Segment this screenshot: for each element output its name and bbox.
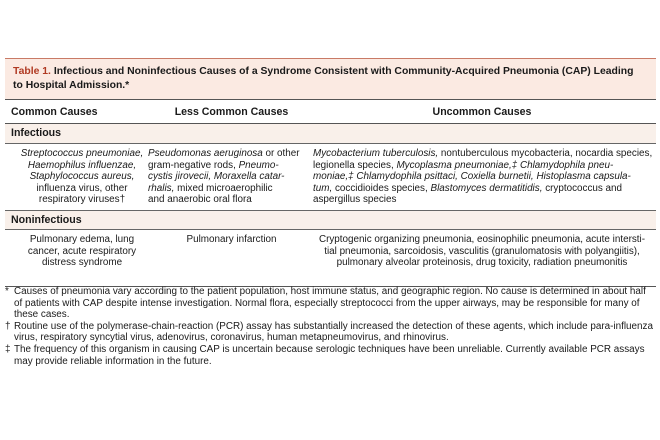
table-title: Infectious and Noninfectious Causes of a Syndrome Consistent with Community-Acquired Pneumonia (CAP) Leading to Hospital Admission.*: [13, 66, 634, 91]
footnote: [5, 286, 656, 321]
italic-text: Blastomyces dermatitidis,: [430, 182, 543, 194]
section-infectious-rule: [5, 143, 656, 144]
text: legionella species,: [313, 159, 394, 171]
section-noninfectious-title: Noninfectious: [5, 211, 656, 229]
header-less-common-causes: Less Common Causes: [174, 106, 289, 118]
text: cryptococcus and: [545, 182, 623, 194]
italic-text: Mycobacterium tuberculosis,: [313, 148, 439, 159]
italic-text: Pneumo-: [238, 159, 279, 171]
italic-text: Mycoplasma pneumoniae,‡: [396, 159, 518, 171]
footnote-text: Causes of pneumonia vary according to the patient population, host immune status, and geographic region. No cause is determined in about half of patients with CAP despite intense investigation. Normal flora, especially streptococci from the upper airways, may be responsible for many of these cases.: [14, 286, 646, 321]
footnote: [5, 321, 656, 344]
header-common-causes: Common Causes: [11, 106, 98, 118]
text: distress syndrome: [41, 257, 123, 269]
text: Cryptogenic organizing pneumonia, eosinophilic pneumonia, acute intersti-: [318, 234, 646, 245]
section-infectious-title: Infectious: [5, 124, 656, 143]
italic-text: Chlamydophila psittaci,: [356, 171, 458, 183]
footnote-marker: *: [5, 286, 9, 297]
noninfectious-less-common-cell: [155, 234, 308, 246]
footnote: [5, 344, 656, 367]
infectious-less-common-cell: [148, 148, 311, 206]
text: aspergillus species: [313, 194, 397, 206]
table: [5, 58, 656, 287]
infectious-common-line: Streptococcus pneumoniae,: [20, 148, 144, 159]
text: Pulmonary edema, lung: [29, 234, 135, 245]
italic-text: tum,: [313, 182, 333, 194]
footnote-marker: ‡: [5, 343, 11, 355]
text: nontuberculous mycobacteria, nocardia species,: [440, 148, 653, 159]
noninfectious-common-cell: [11, 234, 153, 269]
footnote-text: The frequency of this organism in causing CAP is uncertain because serologic techniques have been unreliable. Currently available PCR assays may provide reliable information in the future.: [14, 343, 645, 367]
infectious-common-line: Staphylococcus aureus,: [29, 171, 135, 183]
italic-text: cystis jirovecii,: [148, 171, 212, 183]
section-noninfectious-rule: [5, 229, 656, 230]
text: pulmonary alveolar proteinosis, drug toxicity, radiation pneumonitis: [336, 257, 628, 269]
italic-text: Moraxella catar-: [213, 171, 285, 183]
table-label: Table 1.: [13, 66, 51, 77]
italic-text: Coxiella burnetii,: [460, 171, 534, 183]
noninfectious-uncommon-cell: [308, 234, 656, 269]
italic-text: Chlamydophila pneu-: [519, 159, 614, 171]
italic-text: Histoplasma capsula-: [536, 171, 631, 183]
footnote-text: Routine use of the polymerase-chain-reaction (PCR) assay has substantially increased the detection of these agents, which include para-influenza virus, respiratory syncytial virus, adenovirus, coronavirus, human metapneumovirus, and rhinovirus.: [14, 320, 653, 344]
italic-text: rhalis,: [148, 182, 175, 194]
text: and anaerobic oral flora: [148, 194, 252, 206]
table-caption: [5, 59, 656, 100]
text: gram-negative rods,: [148, 159, 236, 171]
text: mixed microaerophilic: [177, 182, 273, 194]
header-uncommon-causes: Uncommon Causes: [432, 106, 532, 118]
infectious-common-cell: [11, 148, 153, 206]
italic-text: moniae,‡: [313, 171, 354, 183]
footnote-marker: †: [5, 320, 11, 332]
text: or other: [265, 148, 300, 159]
infectious-common-line: influenza virus, other: [36, 182, 128, 194]
infectious-common-line: respiratory viruses†: [38, 194, 126, 206]
infectious-uncommon-cell: [313, 148, 656, 206]
infectious-common-line: Haemophilus influenzae,: [27, 159, 137, 171]
text: tial pneumonia, sarcoidosis, vasculitis (granulomatosis with polyangiitis),: [324, 245, 640, 257]
footnotes: [5, 286, 656, 367]
text: Pulmonary infarction: [186, 234, 277, 245]
italic-text: Pseudomonas aeruginosa: [148, 148, 263, 159]
text: cancer, acute respiratory: [27, 245, 137, 257]
text: coccidioides species,: [334, 182, 428, 194]
